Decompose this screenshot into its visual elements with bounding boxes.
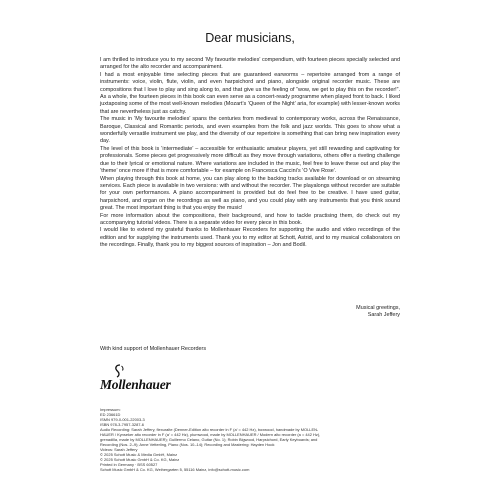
imprint-line: ED 23661D <box>100 412 121 417</box>
paragraph-2: I had a most enjoyable time selecting pieces that are guaranteed earworms – repertoire arranged from a range of instruments: voice, violin, flute, violin, and even harpsichord and piano, alongside original recorder music. These are compositions that I love to play and sing along to, and that give us the feeling of “wow, we get to play this on the recorder!”. As a whole, the fourteen pieces in this book can even serve as a concert-ready programme when played front to back. I liked juxtaposing some of the most well-known melodies (Mozart’s ‘Queen of the Night’ aria, for example) with lesser-known works that are nevertheless just as catchy. <box>100 71 400 115</box>
imprint-line: ISMN 979-0-001-22003-3 <box>100 417 145 422</box>
paragraph-4: The level of this book is ‘intermediate’ – accessible for enthusiastic amateur players, yet still rewarding and captivating for professionals. Some pieces get progressively more difficult as they move through variations, others offer a riveting challenge due to their lyrical or emotional nature. Where variations are included in the music, feel free to leave these out and play the ‘theme’ once more if that is more comfortable – for example on Francesca Caccini’s ‘O Vive Rose’. <box>100 145 400 175</box>
imprint-line: Recording (Nos. 2–9); Anne Vetterling, Piano (Nos. 10–14); Recording and Mastering: Hayden Hook <box>100 442 275 447</box>
closing-greeting: Musical greetings, <box>356 305 400 311</box>
imprint-line: Videos: Sarah Jeffery <box>100 447 138 452</box>
paragraph-1: I am thrilled to introduce you to my second ‘My favourite melodies’ compendium, with fourteen pieces specially selected and arranged for the alto recorder and accompaniment. <box>100 57 400 71</box>
support-note: With kind support of Mollenhauer Recorders <box>100 346 207 352</box>
imprint-line: ISBN 978-3-7957-3287-6 <box>100 422 144 427</box>
imprint-line: Impressum: <box>100 407 121 412</box>
paragraph-3: The music in ‘My favourite melodies’ spans the centuries from medieval to contemporary works, across the Renaissance, Baroque, Classical and Romantic periods, and even examples from the folk and jazz worlds. This goes to show what a wonderfully versatile instrument we play, and the diversity of our repertoire is something that can bring new inspiration every day. <box>100 116 400 145</box>
imprint-line: © 2025 Schott Music GmbH & Co. KG, Mainz <box>100 457 180 462</box>
imprint-line: Printed in Germany · BSS 60527 <box>100 462 158 467</box>
paragraph-7: I would like to extend my grateful thanks to Mollenhauer Recorders for supporting the audio and video recordings of the edition and for supplying the instruments used. Thank you to my editor at Schott, Astrid, and to my musical collaborators on the recordings. Finally, thank you to my biggest sources of inspiration – Jon and Bodil. <box>100 227 400 249</box>
imprint-block <box>100 407 400 472</box>
closing-signature: Sarah Jeffery <box>367 312 400 319</box>
logo-emblem-icon <box>113 364 127 378</box>
imprint-line: © 2025 Schott Music & Media GmbH, Mainz <box>100 452 178 457</box>
imprint-line: Schott Music GmbH & Co. KG, Weihergarten 5, 55116 Mainz, info@schott-music.com <box>100 467 250 472</box>
imprint-line: HAUER / Kynseker alto recorder in F (a’ = 442 Hz), plumwood, made by MOLLENHAUER / Modern alto recorder (a = 442 Hz), <box>100 432 321 437</box>
page-heading: Dear musicians, <box>205 31 295 45</box>
closing-block <box>250 305 400 320</box>
letter-body <box>100 57 400 250</box>
mollenhauer-logo <box>100 364 190 390</box>
logo-wordmark: Mollenhauer <box>100 377 171 392</box>
imprint-line: Audio Recording: Sarah Jeffery, flexuralte (Denner-Edition alto recorder in F (a’ = 442 Hz), boxwood, handmade by MOLLEN- <box>100 427 319 432</box>
paragraph-5: When playing through this book at home, you can play along to the backing tracks available for download or on streaming services. Each piece is available in two versions: with and without the recorder. The playalongs without recorder are suitable for your own performances. A piano accompaniment is provided but do feel free to be creative. I have used guitar, harpsichord, and organ on the recordings as well as piano, and you could play with any instruments that you think sound great. The most important thing is that you enjoy the music! <box>100 175 400 212</box>
imprint-line: grenadilla, made by MOLLENHAUER); Guillermo Celano, Guitar (No. 1); Robin Bigwood, Harpsichord, Early Keyboards; and <box>100 437 318 442</box>
paragraph-6: For more information about the compositions, their background, and how to tackle practising them, do check out my accompanying tutorial videos. There is a separate video for every piece in this book. <box>100 212 400 226</box>
